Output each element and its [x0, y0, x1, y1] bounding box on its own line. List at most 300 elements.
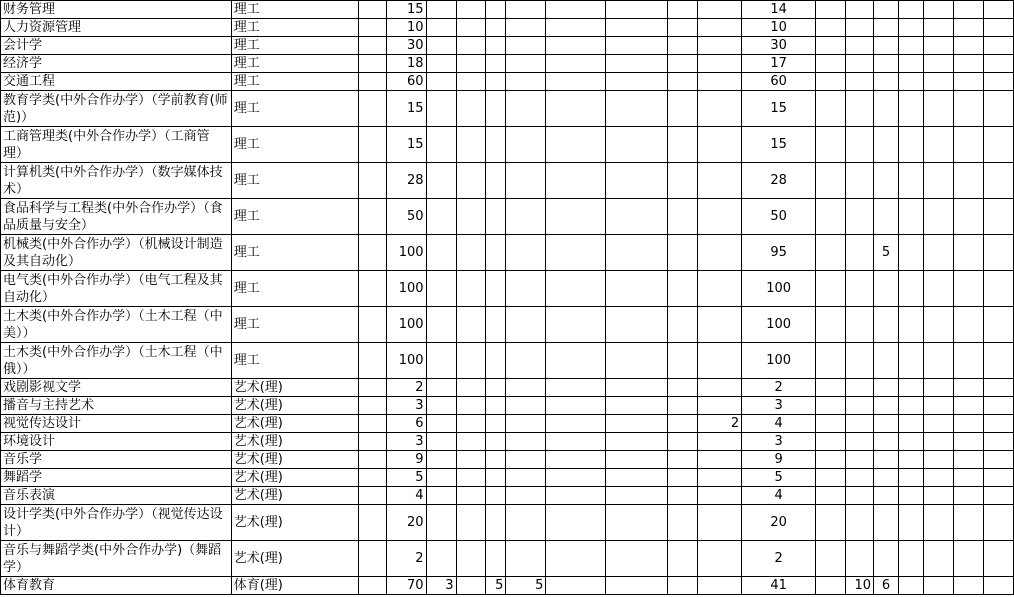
blank-cell[interactable] [358, 235, 386, 271]
blank-cell[interactable] [358, 19, 386, 37]
quota-cell[interactable] [698, 577, 742, 595]
quota-cell[interactable] [486, 235, 506, 271]
total-quota-cell[interactable]: 15 [386, 91, 426, 127]
quota-cell[interactable] [506, 541, 546, 577]
quota-cell[interactable] [874, 73, 899, 91]
quota-cell[interactable] [668, 307, 698, 343]
blank-cell[interactable] [953, 577, 983, 595]
quota-cell[interactable] [846, 235, 874, 271]
quota-cell[interactable] [898, 487, 923, 505]
total-quota-cell[interactable]: 15 [386, 1, 426, 19]
quota-cell[interactable] [698, 307, 742, 343]
quota-cell[interactable] [506, 37, 546, 55]
plan-quota-cell[interactable]: 50 [742, 199, 816, 235]
quota-cell[interactable] [698, 397, 742, 415]
quota-cell[interactable] [606, 541, 668, 577]
blank-cell[interactable] [953, 397, 983, 415]
blank-cell[interactable] [358, 415, 386, 433]
quota-cell[interactable] [874, 487, 899, 505]
quota-cell[interactable] [846, 343, 874, 379]
quota-cell[interactable] [668, 1, 698, 19]
blank-cell[interactable] [983, 307, 1013, 343]
quota-cell[interactable] [898, 469, 923, 487]
quota-cell[interactable] [668, 163, 698, 199]
blank-cell[interactable] [923, 37, 953, 55]
blank-cell[interactable] [923, 235, 953, 271]
plan-quota-cell[interactable]: 4 [742, 415, 816, 433]
quota-cell[interactable] [426, 487, 456, 505]
total-quota-cell[interactable]: 50 [386, 199, 426, 235]
plan-quota-cell[interactable]: 28 [742, 163, 816, 199]
quota-cell[interactable] [546, 73, 606, 91]
quota-cell[interactable] [486, 415, 506, 433]
quota-cell[interactable] [456, 397, 486, 415]
major-name-cell[interactable]: 食品科学与工程类(中外合作办学）（食品质量与安全） [1, 199, 232, 235]
subject-type-cell[interactable]: 理工 [231, 91, 358, 127]
major-name-cell[interactable]: 会计学 [1, 37, 232, 55]
quota-cell[interactable] [874, 91, 899, 127]
blank-cell[interactable] [983, 91, 1013, 127]
quota-cell[interactable] [898, 91, 923, 127]
quota-cell[interactable] [816, 235, 846, 271]
quota-cell[interactable] [816, 469, 846, 487]
blank-cell[interactable] [983, 1, 1013, 19]
quota-cell[interactable] [456, 487, 486, 505]
quota-cell[interactable] [426, 469, 456, 487]
quota-cell[interactable] [506, 451, 546, 469]
quota-cell[interactable] [506, 1, 546, 19]
blank-cell[interactable] [358, 307, 386, 343]
quota-cell[interactable]: 5 [506, 577, 546, 595]
quota-cell[interactable] [486, 307, 506, 343]
blank-cell[interactable] [983, 163, 1013, 199]
quota-cell[interactable] [816, 343, 846, 379]
quota-cell[interactable] [898, 307, 923, 343]
quota-cell[interactable] [546, 163, 606, 199]
blank-cell[interactable] [953, 433, 983, 451]
quota-cell[interactable] [486, 19, 506, 37]
quota-cell[interactable] [898, 127, 923, 163]
blank-cell[interactable] [923, 163, 953, 199]
quota-cell[interactable] [606, 163, 668, 199]
blank-cell[interactable] [953, 73, 983, 91]
quota-cell[interactable] [874, 37, 899, 55]
quota-cell[interactable] [698, 163, 742, 199]
quota-cell[interactable] [426, 235, 456, 271]
quota-cell[interactable] [898, 1, 923, 19]
blank-cell[interactable] [358, 91, 386, 127]
quota-cell[interactable] [546, 505, 606, 541]
blank-cell[interactable] [953, 199, 983, 235]
blank-cell[interactable] [358, 37, 386, 55]
quota-cell[interactable] [506, 127, 546, 163]
blank-cell[interactable] [923, 577, 953, 595]
major-name-cell[interactable]: 机械类(中外合作办学）（机械设计制造及其自动化） [1, 235, 232, 271]
major-name-cell[interactable]: 体育教育 [1, 577, 232, 595]
quota-cell[interactable] [506, 307, 546, 343]
quota-cell[interactable] [486, 55, 506, 73]
blank-cell[interactable] [923, 1, 953, 19]
quota-cell[interactable] [668, 577, 698, 595]
quota-cell[interactable] [816, 73, 846, 91]
blank-cell[interactable] [983, 433, 1013, 451]
quota-cell[interactable] [698, 487, 742, 505]
blank-cell[interactable] [923, 451, 953, 469]
quota-cell[interactable] [698, 235, 742, 271]
quota-cell[interactable] [668, 127, 698, 163]
quota-cell[interactable] [816, 163, 846, 199]
quota-cell[interactable] [698, 19, 742, 37]
blank-cell[interactable] [953, 451, 983, 469]
plan-quota-cell[interactable]: 15 [742, 127, 816, 163]
blank-cell[interactable] [358, 199, 386, 235]
quota-cell[interactable] [668, 91, 698, 127]
major-name-cell[interactable]: 播音与主持艺术 [1, 397, 232, 415]
quota-cell[interactable] [606, 199, 668, 235]
quota-cell[interactable] [426, 271, 456, 307]
quota-cell[interactable] [426, 127, 456, 163]
quota-cell[interactable] [698, 91, 742, 127]
subject-type-cell[interactable]: 艺术(理) [231, 487, 358, 505]
subject-type-cell[interactable]: 理工 [231, 271, 358, 307]
quota-cell[interactable] [874, 19, 899, 37]
total-quota-cell[interactable]: 30 [386, 37, 426, 55]
quota-cell[interactable] [456, 19, 486, 37]
plan-quota-cell[interactable]: 20 [742, 505, 816, 541]
total-quota-cell[interactable]: 100 [386, 343, 426, 379]
plan-quota-cell[interactable]: 41 [742, 577, 816, 595]
quota-cell[interactable] [486, 433, 506, 451]
quota-cell[interactable]: 3 [426, 577, 456, 595]
quota-cell[interactable] [698, 343, 742, 379]
blank-cell[interactable] [358, 127, 386, 163]
quota-cell[interactable] [816, 397, 846, 415]
blank-cell[interactable] [983, 415, 1013, 433]
blank-cell[interactable] [953, 487, 983, 505]
quota-cell[interactable] [668, 73, 698, 91]
quota-cell[interactable] [668, 433, 698, 451]
major-name-cell[interactable]: 教育学类(中外合作办学）（学前教育(师范)） [1, 91, 232, 127]
quota-cell[interactable] [506, 415, 546, 433]
quota-cell[interactable] [506, 379, 546, 397]
quota-cell[interactable] [486, 487, 506, 505]
quota-cell[interactable] [846, 1, 874, 19]
quota-cell[interactable] [698, 55, 742, 73]
blank-cell[interactable] [953, 271, 983, 307]
quota-cell[interactable] [846, 271, 874, 307]
blank-cell[interactable] [983, 343, 1013, 379]
subject-type-cell[interactable]: 理工 [231, 235, 358, 271]
quota-cell[interactable] [606, 235, 668, 271]
quota-cell[interactable] [898, 415, 923, 433]
subject-type-cell[interactable]: 理工 [231, 343, 358, 379]
subject-type-cell[interactable]: 艺术(理) [231, 451, 358, 469]
quota-cell[interactable] [898, 505, 923, 541]
plan-quota-cell[interactable]: 95 [742, 235, 816, 271]
blank-cell[interactable] [983, 451, 1013, 469]
total-quota-cell[interactable]: 4 [386, 487, 426, 505]
quota-cell[interactable] [698, 1, 742, 19]
quota-cell[interactable] [898, 397, 923, 415]
quota-cell[interactable] [486, 469, 506, 487]
plan-quota-cell[interactable]: 14 [742, 1, 816, 19]
quota-cell[interactable] [456, 433, 486, 451]
blank-cell[interactable] [358, 469, 386, 487]
total-quota-cell[interactable]: 70 [386, 577, 426, 595]
quota-cell[interactable] [698, 379, 742, 397]
quota-cell[interactable] [456, 163, 486, 199]
quota-cell[interactable] [874, 505, 899, 541]
quota-cell[interactable] [426, 73, 456, 91]
blank-cell[interactable] [358, 433, 386, 451]
quota-cell[interactable] [506, 397, 546, 415]
total-quota-cell[interactable]: 100 [386, 307, 426, 343]
subject-type-cell[interactable]: 理工 [231, 73, 358, 91]
total-quota-cell[interactable]: 3 [386, 397, 426, 415]
quota-cell[interactable] [846, 415, 874, 433]
quota-cell[interactable] [898, 55, 923, 73]
quota-cell[interactable] [816, 1, 846, 19]
quota-cell[interactable] [546, 343, 606, 379]
quota-cell[interactable] [898, 343, 923, 379]
quota-cell[interactable] [668, 505, 698, 541]
quota-cell[interactable] [816, 199, 846, 235]
major-name-cell[interactable]: 舞蹈学 [1, 469, 232, 487]
quota-cell[interactable] [456, 1, 486, 19]
blank-cell[interactable] [358, 271, 386, 307]
quota-cell[interactable] [874, 415, 899, 433]
major-name-cell[interactable]: 音乐学 [1, 451, 232, 469]
subject-type-cell[interactable]: 理工 [231, 163, 358, 199]
quota-cell[interactable] [546, 433, 606, 451]
quota-cell[interactable] [546, 487, 606, 505]
quota-cell[interactable] [456, 469, 486, 487]
quota-cell[interactable] [846, 469, 874, 487]
quota-cell[interactable] [874, 55, 899, 73]
quota-cell[interactable] [816, 37, 846, 55]
quota-cell[interactable] [426, 307, 456, 343]
subject-type-cell[interactable]: 艺术(理) [231, 379, 358, 397]
quota-cell[interactable] [606, 577, 668, 595]
quota-cell[interactable] [426, 199, 456, 235]
quota-cell[interactable] [546, 235, 606, 271]
quota-cell[interactable] [426, 37, 456, 55]
quota-cell[interactable] [874, 541, 899, 577]
blank-cell[interactable] [923, 415, 953, 433]
quota-cell[interactable] [426, 1, 456, 19]
quota-cell[interactable] [816, 307, 846, 343]
quota-cell[interactable] [898, 19, 923, 37]
plan-quota-cell[interactable]: 30 [742, 37, 816, 55]
blank-cell[interactable] [953, 235, 983, 271]
quota-cell[interactable] [846, 541, 874, 577]
major-name-cell[interactable]: 环境设计 [1, 433, 232, 451]
blank-cell[interactable] [953, 37, 983, 55]
quota-cell[interactable] [486, 91, 506, 127]
quota-cell[interactable] [698, 541, 742, 577]
quota-cell[interactable] [426, 433, 456, 451]
quota-cell[interactable] [546, 541, 606, 577]
blank-cell[interactable] [923, 379, 953, 397]
subject-type-cell[interactable]: 理工 [231, 199, 358, 235]
quota-cell[interactable] [846, 487, 874, 505]
quota-cell[interactable] [874, 469, 899, 487]
blank-cell[interactable] [953, 1, 983, 19]
blank-cell[interactable] [358, 55, 386, 73]
quota-cell[interactable] [456, 127, 486, 163]
quota-cell[interactable] [698, 469, 742, 487]
major-name-cell[interactable]: 经济学 [1, 55, 232, 73]
quota-cell[interactable] [698, 73, 742, 91]
blank-cell[interactable] [983, 469, 1013, 487]
quota-cell[interactable] [426, 91, 456, 127]
blank-cell[interactable] [983, 55, 1013, 73]
quota-cell[interactable] [546, 55, 606, 73]
quota-cell[interactable] [874, 127, 899, 163]
blank-cell[interactable] [358, 397, 386, 415]
quota-cell[interactable] [546, 19, 606, 37]
blank-cell[interactable] [358, 505, 386, 541]
blank-cell[interactable] [923, 127, 953, 163]
quota-cell[interactable] [898, 37, 923, 55]
quota-cell[interactable] [606, 19, 668, 37]
quota-cell[interactable] [816, 451, 846, 469]
quota-cell[interactable] [898, 271, 923, 307]
quota-cell[interactable] [898, 73, 923, 91]
plan-quota-cell[interactable]: 3 [742, 397, 816, 415]
quota-cell[interactable] [426, 397, 456, 415]
quota-cell[interactable] [456, 451, 486, 469]
blank-cell[interactable] [953, 343, 983, 379]
quota-cell[interactable] [486, 127, 506, 163]
quota-cell[interactable] [456, 505, 486, 541]
quota-cell[interactable] [456, 235, 486, 271]
blank-cell[interactable] [983, 541, 1013, 577]
major-name-cell[interactable]: 设计学类(中外合作办学）（视觉传达设计） [1, 505, 232, 541]
quota-cell[interactable] [606, 469, 668, 487]
total-quota-cell[interactable]: 100 [386, 271, 426, 307]
quota-cell[interactable] [816, 55, 846, 73]
quota-cell[interactable] [456, 379, 486, 397]
blank-cell[interactable] [358, 163, 386, 199]
major-name-cell[interactable]: 交通工程 [1, 73, 232, 91]
quota-cell[interactable] [506, 469, 546, 487]
blank-cell[interactable] [358, 1, 386, 19]
major-name-cell[interactable]: 电气类(中外合作办学）（电气工程及其自动化） [1, 271, 232, 307]
quota-cell[interactable] [816, 379, 846, 397]
quota-cell[interactable] [486, 73, 506, 91]
quota-cell[interactable] [846, 91, 874, 127]
quota-cell[interactable] [486, 541, 506, 577]
blank-cell[interactable] [923, 271, 953, 307]
blank-cell[interactable] [358, 577, 386, 595]
blank-cell[interactable] [923, 505, 953, 541]
plan-quota-cell[interactable]: 2 [742, 541, 816, 577]
quota-cell[interactable] [546, 37, 606, 55]
quota-cell[interactable] [486, 199, 506, 235]
quota-cell[interactable] [898, 199, 923, 235]
quota-cell[interactable] [668, 55, 698, 73]
quota-cell[interactable] [668, 415, 698, 433]
plan-quota-cell[interactable]: 4 [742, 487, 816, 505]
quota-cell[interactable] [846, 37, 874, 55]
total-quota-cell[interactable]: 5 [386, 469, 426, 487]
quota-cell[interactable] [874, 451, 899, 469]
total-quota-cell[interactable]: 100 [386, 235, 426, 271]
quota-cell[interactable] [846, 379, 874, 397]
blank-cell[interactable] [953, 55, 983, 73]
quota-cell[interactable] [506, 433, 546, 451]
blank-cell[interactable] [358, 343, 386, 379]
total-quota-cell[interactable]: 18 [386, 55, 426, 73]
quota-cell[interactable] [874, 1, 899, 19]
quota-cell[interactable] [898, 379, 923, 397]
quota-cell[interactable] [456, 55, 486, 73]
quota-cell[interactable] [606, 487, 668, 505]
quota-cell[interactable] [506, 73, 546, 91]
quota-cell[interactable] [486, 1, 506, 19]
quota-cell[interactable] [898, 541, 923, 577]
quota-cell[interactable] [668, 541, 698, 577]
blank-cell[interactable] [923, 307, 953, 343]
quota-cell[interactable] [456, 37, 486, 55]
plan-quota-cell[interactable]: 5 [742, 469, 816, 487]
quota-cell[interactable] [546, 91, 606, 127]
quota-cell[interactable] [698, 271, 742, 307]
quota-cell[interactable] [846, 55, 874, 73]
quota-cell[interactable] [426, 541, 456, 577]
quota-cell[interactable] [506, 199, 546, 235]
subject-type-cell[interactable]: 理工 [231, 307, 358, 343]
major-name-cell[interactable]: 财务管理 [1, 1, 232, 19]
quota-cell[interactable] [606, 73, 668, 91]
quota-cell[interactable] [846, 397, 874, 415]
quota-cell[interactable] [698, 451, 742, 469]
quota-cell[interactable] [668, 487, 698, 505]
quota-cell[interactable] [606, 505, 668, 541]
quota-cell[interactable] [874, 163, 899, 199]
quota-cell[interactable] [606, 1, 668, 19]
quota-cell[interactable]: 5 [874, 235, 899, 271]
quota-cell[interactable] [486, 379, 506, 397]
quota-cell[interactable] [546, 415, 606, 433]
quota-cell[interactable] [698, 37, 742, 55]
quota-cell[interactable] [874, 271, 899, 307]
quota-cell[interactable] [486, 451, 506, 469]
quota-cell[interactable] [606, 451, 668, 469]
quota-cell[interactable] [668, 19, 698, 37]
total-quota-cell[interactable]: 2 [386, 541, 426, 577]
quota-cell[interactable] [546, 451, 606, 469]
quota-cell[interactable] [846, 505, 874, 541]
quota-cell[interactable] [456, 199, 486, 235]
quota-cell[interactable] [546, 1, 606, 19]
plan-quota-cell[interactable]: 17 [742, 55, 816, 73]
quota-cell[interactable] [698, 505, 742, 541]
subject-type-cell[interactable]: 理工 [231, 1, 358, 19]
quota-cell[interactable] [506, 91, 546, 127]
quota-cell[interactable] [846, 307, 874, 343]
blank-cell[interactable] [983, 73, 1013, 91]
quota-cell[interactable] [546, 271, 606, 307]
quota-cell[interactable] [506, 487, 546, 505]
quota-cell[interactable] [874, 343, 899, 379]
major-name-cell[interactable]: 土木类(中外合作办学）（土木工程（中美）） [1, 307, 232, 343]
quota-cell[interactable]: 10 [846, 577, 874, 595]
quota-cell[interactable] [486, 271, 506, 307]
major-name-cell[interactable]: 土木类(中外合作办学）（土木工程（中俄）） [1, 343, 232, 379]
plan-quota-cell[interactable]: 9 [742, 451, 816, 469]
